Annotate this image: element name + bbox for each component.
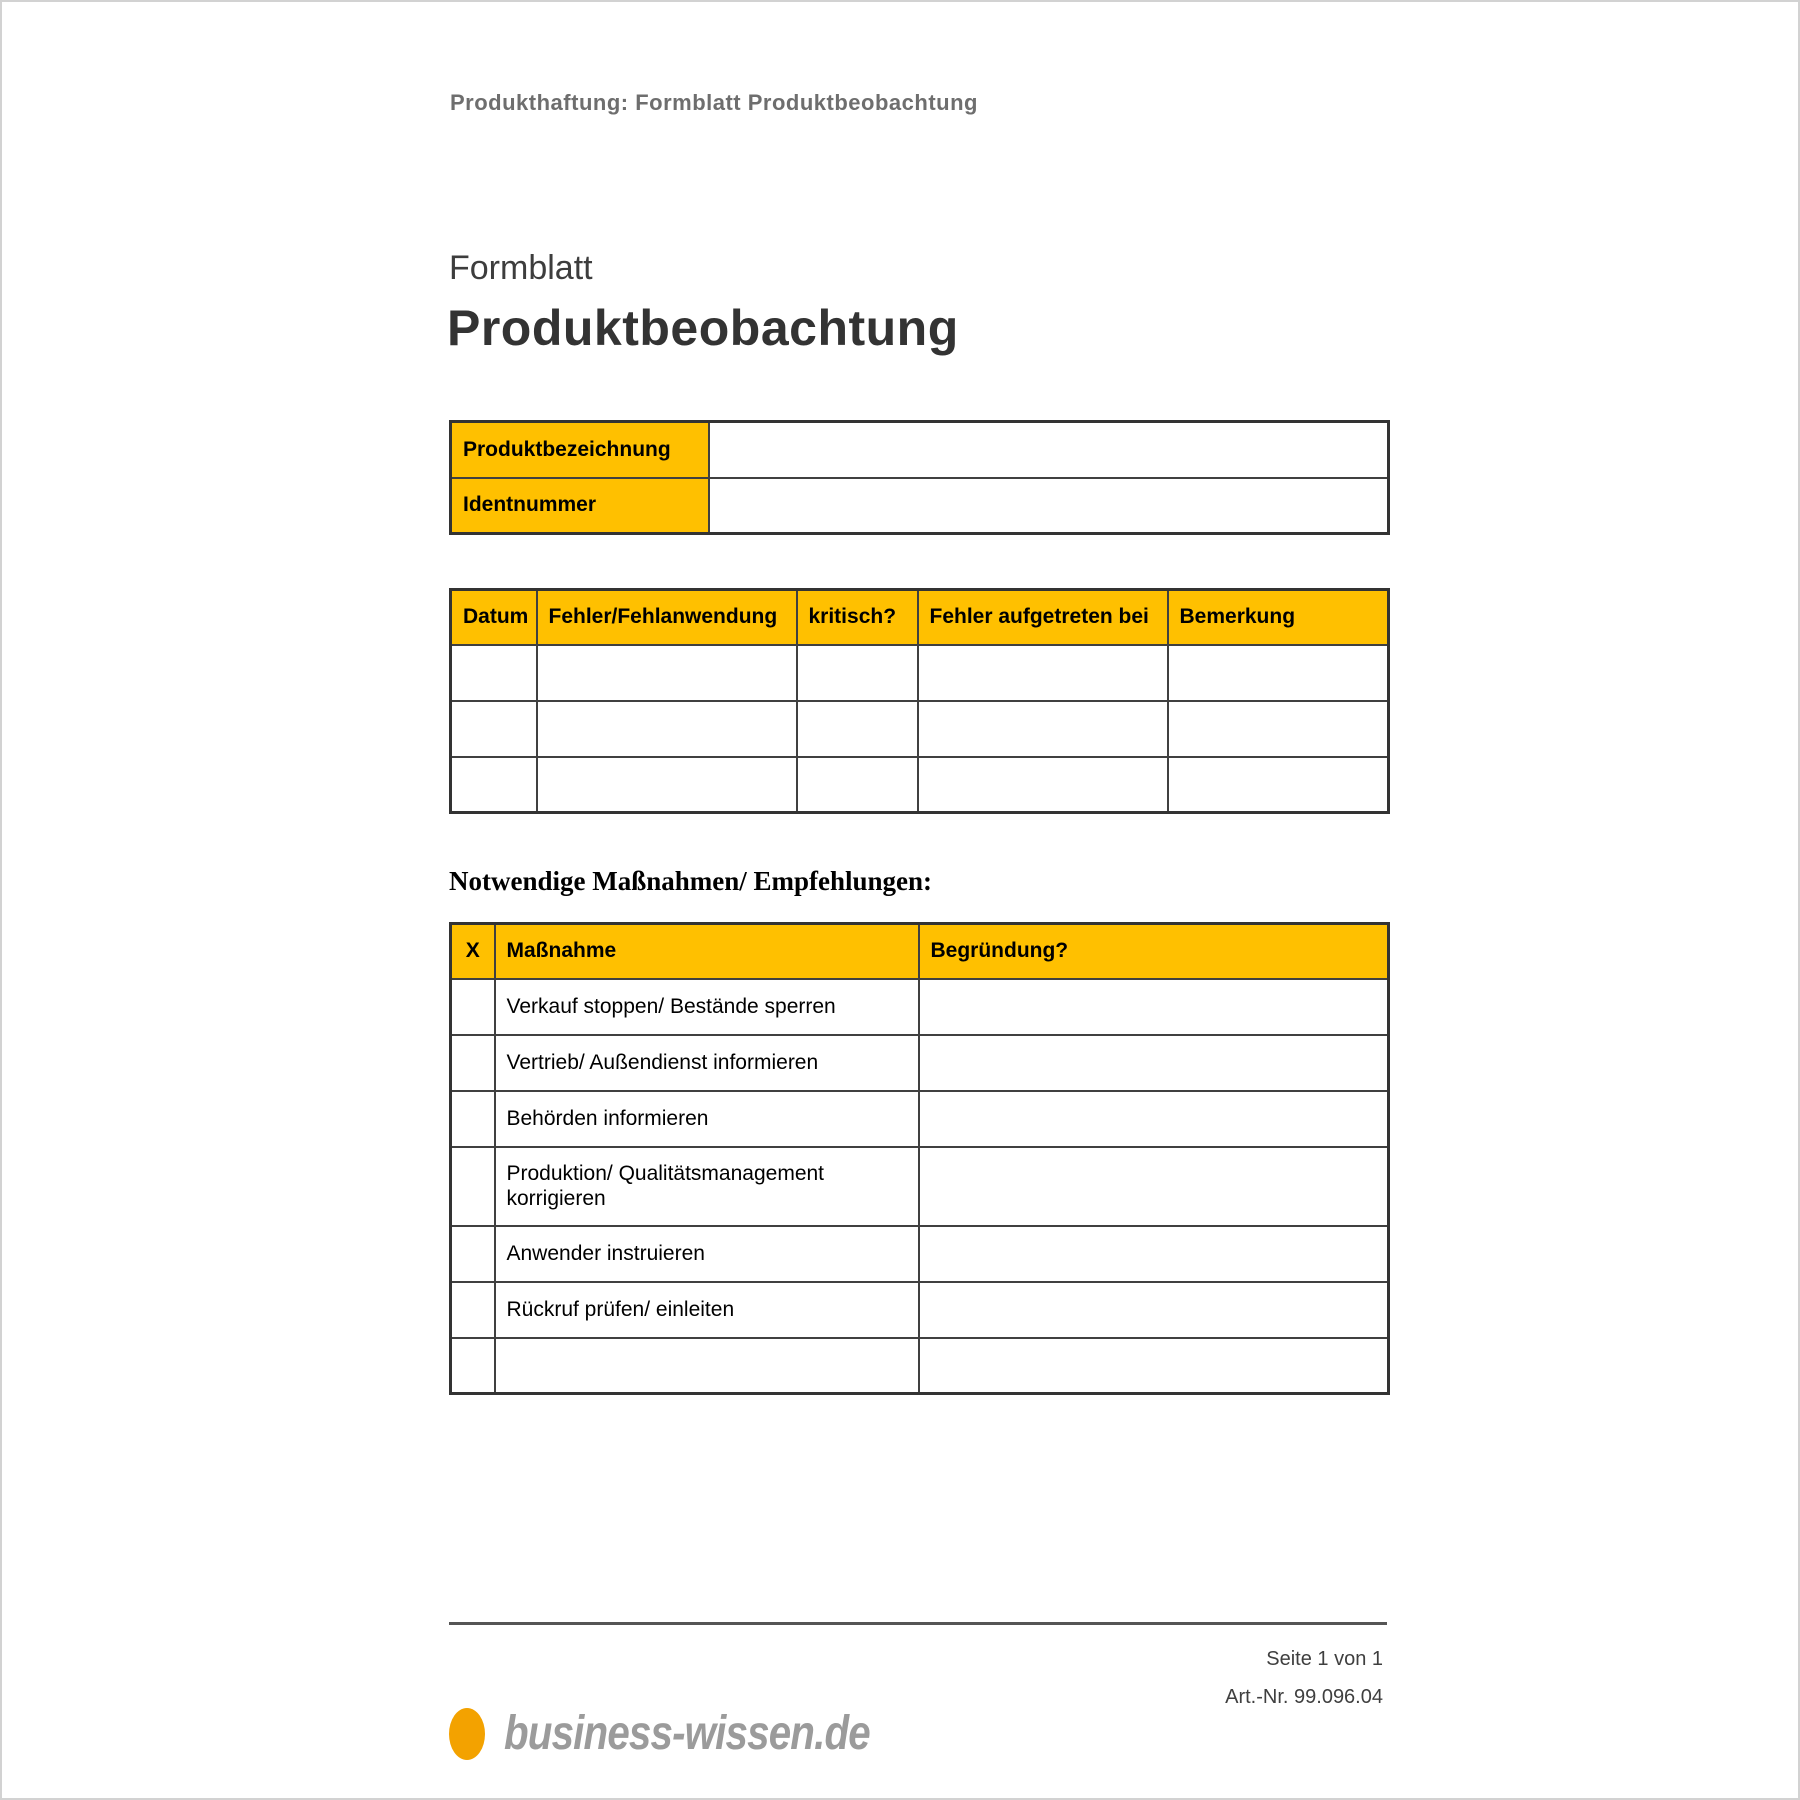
measure-label: Behörden informieren bbox=[495, 1091, 919, 1147]
table-row bbox=[451, 422, 1389, 478]
table-row bbox=[451, 1091, 1389, 1147]
article-number: Art.-Nr. 99.096.04 bbox=[1225, 1686, 1383, 1708]
measure-checkbox-cell[interactable] bbox=[451, 1226, 495, 1282]
measure-checkbox-cell[interactable] bbox=[451, 1338, 495, 1394]
obs-entry-field[interactable] bbox=[797, 701, 918, 757]
obs-entry-field[interactable] bbox=[537, 645, 797, 701]
obs-col-bemerkung: Bemerkung bbox=[1168, 590, 1389, 645]
observation-table bbox=[449, 588, 1390, 814]
product-info-table bbox=[449, 420, 1390, 535]
measure-reason-field[interactable] bbox=[919, 1035, 1389, 1091]
measure-label: Produktion/ Qualitätsmanagement korrigieren bbox=[495, 1147, 919, 1226]
obs-entry-field[interactable] bbox=[1168, 645, 1389, 701]
obs-col-datum: Datum bbox=[451, 590, 537, 645]
measure-reason-field[interactable] bbox=[919, 979, 1389, 1035]
table-row bbox=[451, 1226, 1389, 1282]
obs-entry-field[interactable] bbox=[451, 645, 537, 701]
measure-checkbox-cell[interactable] bbox=[451, 1035, 495, 1091]
measures-col-x: X bbox=[451, 924, 495, 979]
logo-dot-icon bbox=[449, 1708, 485, 1760]
obs-entry-field[interactable] bbox=[797, 645, 918, 701]
measure-checkbox-cell[interactable] bbox=[451, 1147, 495, 1226]
obs-entry-field[interactable] bbox=[797, 757, 918, 813]
obs-entry-field[interactable] bbox=[1168, 757, 1389, 813]
product-name-field[interactable] bbox=[709, 422, 1389, 478]
measure-reason-field[interactable] bbox=[919, 1147, 1389, 1226]
table-row bbox=[451, 1282, 1389, 1338]
measure-reason-field[interactable] bbox=[919, 1226, 1389, 1282]
measures-heading: Notwendige Maßnahmen/ Empfehlungen: bbox=[449, 866, 933, 896]
table-row bbox=[451, 701, 1389, 757]
table-row bbox=[451, 478, 1389, 534]
measure-checkbox-cell[interactable] bbox=[451, 1282, 495, 1338]
measures-col-massnahme: Maßnahme bbox=[495, 924, 919, 979]
obs-entry-field[interactable] bbox=[918, 757, 1168, 813]
obs-entry-field[interactable] bbox=[918, 701, 1168, 757]
table-row bbox=[451, 1338, 1389, 1394]
table-row bbox=[451, 979, 1389, 1035]
publisher-logo: business-wissen.de bbox=[504, 1707, 870, 1760]
measure-reason-field[interactable] bbox=[919, 1338, 1389, 1394]
table-row bbox=[451, 1035, 1389, 1091]
measure-label: Vertrieb/ Außendienst informieren bbox=[495, 1035, 919, 1091]
obs-col-fehler: Fehler/Fehlanwendung bbox=[537, 590, 797, 645]
measure-reason-field[interactable] bbox=[919, 1282, 1389, 1338]
product-name-label: Produktbezeichnung bbox=[451, 422, 709, 478]
obs-col-kritisch: kritisch? bbox=[797, 590, 918, 645]
obs-entry-field[interactable] bbox=[451, 757, 537, 813]
obs-entry-field[interactable] bbox=[451, 701, 537, 757]
obs-entry-field[interactable] bbox=[918, 645, 1168, 701]
measures-table bbox=[449, 922, 1390, 1395]
title-kicker: Formblatt bbox=[449, 249, 593, 287]
measure-checkbox-cell[interactable] bbox=[451, 1091, 495, 1147]
measure-label: Verkauf stoppen/ Bestände sperren bbox=[495, 979, 919, 1035]
obs-entry-field[interactable] bbox=[537, 701, 797, 757]
measures-col-begruendung: Begründung? bbox=[919, 924, 1389, 979]
ident-number-label: Identnummer bbox=[451, 478, 709, 534]
measure-label: Rückruf prüfen/ einleiten bbox=[495, 1282, 919, 1338]
table-header-row bbox=[451, 924, 1389, 979]
table-row bbox=[451, 645, 1389, 701]
table-row bbox=[451, 757, 1389, 813]
page-number: Seite 1 von 1 bbox=[1266, 1648, 1383, 1670]
measure-label: Anwender instruieren bbox=[495, 1226, 919, 1282]
table-row bbox=[451, 1147, 1389, 1226]
measure-label bbox=[495, 1338, 919, 1394]
table-header-row bbox=[451, 590, 1389, 645]
footer-divider bbox=[449, 1622, 1387, 1625]
running-header: Produkthaftung: Formblatt Produktbeobachtung bbox=[450, 90, 978, 115]
page-title: Produktbeobachtung bbox=[447, 300, 959, 356]
obs-entry-field[interactable] bbox=[537, 757, 797, 813]
ident-number-field[interactable] bbox=[709, 478, 1389, 534]
obs-entry-field[interactable] bbox=[1168, 701, 1389, 757]
obs-col-aufgetreten: Fehler aufgetreten bei bbox=[918, 590, 1168, 645]
measure-checkbox-cell[interactable] bbox=[451, 979, 495, 1035]
measure-reason-field[interactable] bbox=[919, 1091, 1389, 1147]
